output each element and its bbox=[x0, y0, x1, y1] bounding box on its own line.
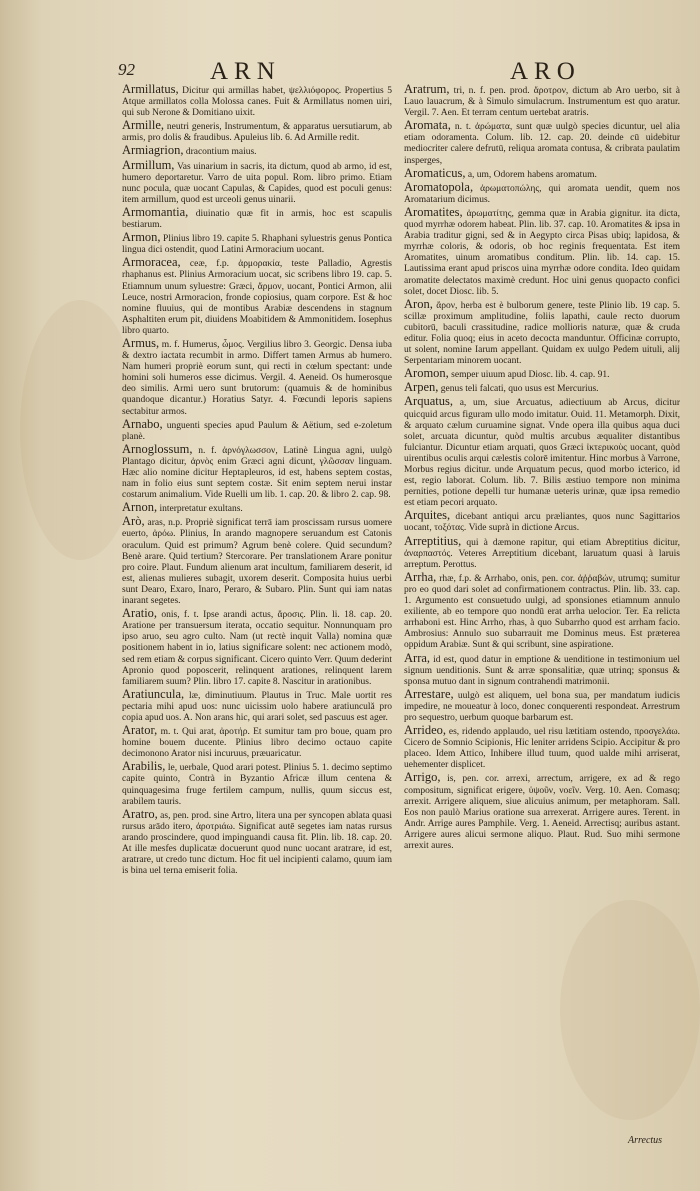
dictionary-entry bbox=[122, 686, 392, 724]
catchword: Arrectus bbox=[628, 1135, 663, 1146]
entry-headword: Arreptitius, bbox=[404, 533, 462, 548]
dictionary-entry bbox=[404, 686, 680, 724]
left-column bbox=[122, 84, 392, 878]
entry-text: qui à dæmone rapitur, qui etiam Abreptitius dicitur, ἀναρπαστός. Veteres Arreptitium dicebant, laruatum quasi à laruis arreptum. Perottus. bbox=[404, 537, 681, 570]
entry-headword: Arquites, bbox=[404, 508, 451, 523]
entry-text: a, um, Odorem habens aromatum. bbox=[467, 169, 597, 180]
entry-headword: Arrha, bbox=[404, 569, 437, 584]
entry-text: Vas uinarium in sacris, ita dictum, quod ab armo, id est, humero deportaretur. Varro de uita popul. Rom. libro primo. Etiam nunc pocula, quæ uocant Capulas, & Capides, quod est poculi genus: item armillum, quod est urceoli genus uinarii. bbox=[122, 161, 392, 205]
entry-text: interpretatur exultans. bbox=[159, 504, 243, 515]
entry-text: rhæ, f.p. & Arrhabo, onis, pen. cor. ἀῤῥαβών, utrumq; sumitur pro eo quod dari solet ad confirmationem contractus. Plin. lib. 33. cap. 1. Argumento est consuetudo uulgi, ad sponsiones etiamnum annulo exiliente, ab eo tempore quo nondū erat arrha uelocior. Ter. Ea relicta arrhaboni est. Hinc Arrho, rhas, à quo Subarrho quod est arrham facio. Ambrosius: Annulo suo subarrauit me Dominus meus. Est præterea oppidum Arabiæ. Sunt & qui scribunt, sine aspiratione. bbox=[404, 573, 681, 651]
page-number: 92 bbox=[118, 60, 135, 79]
dictionary-entry bbox=[122, 335, 392, 418]
entry-headword: Arrigo, bbox=[404, 770, 441, 785]
entry-text: a, um, siue Arcuatus, adiectiuum ab Arcus, dicitur quicquid arcus figuram ullo modo imitatur. Ouid. 11. Metamorph. Dixit, & arquato cælum curuamine signat. Vnde opera illa quibus aqua duci solet, arcuata dicuntur, quòd multis arcubus æqualiter distantibus fulciantur. Dicuntur etiam arquati, quos Græci ἰκτερικοὺς uocant, quòd uirentibus oculis arqui cælestis colorē imitentur. Hinc morbus à Varrone, Morbus regius dicitur. unde Arquatum pecus, quod morbo icterico, id est, regio laborat. Colum. lib. 7. Bilis æstiuo tempore non minima pernities, potione depelli tur humanæ ueteris urinæ, quæ ipsa remedio est etiam pecori arquato. bbox=[404, 398, 680, 509]
entry-headword: Armillum, bbox=[122, 157, 175, 172]
entry-headword: Aratro, bbox=[122, 806, 158, 821]
dictionary-entry bbox=[404, 396, 680, 509]
dictionary-entry bbox=[122, 502, 392, 515]
dictionary-entry bbox=[122, 204, 392, 231]
dictionary-entry bbox=[122, 416, 392, 443]
dictionary-entry bbox=[404, 569, 681, 652]
entry-text: Dicitur qui armillas habet, ψελλιόφορος. Propertius 5 Atque armillatos colla Molossa canes. Fuit & Armillatus nomen uiri, qui sub Nerone & Domitiano uixit. bbox=[122, 86, 392, 119]
entry-headword: Armillatus, bbox=[122, 82, 179, 96]
entry-text: ἀρωματοπώλης, qui aromata uendit, quem nos Aromatarium dicimus. bbox=[404, 183, 680, 205]
entry-text: n. t. ἀρώματα, sunt quæ uulgò species dicuntur, uel alia etiam odoramenta. Colum. lib. 12. cap. 20. deinde cū uidebitur mediocriter calere defrutū, reliqua aromata contusa, & cribrata paulatim insperges, bbox=[404, 122, 680, 166]
dictionary-entry bbox=[404, 772, 680, 852]
entry-text: onis, f. t. Ipse arandi actus, ἄροσις. Plin. li. 18. cap. 20. Aratione per transuersum iterata, occatio sequitur. Nonnunquam pro ipso aruo, seu agro culto. Nam (ut rectè inquit Valla) nomina quæ positionem habent in io, latius significare solent: nec actionem modò, sed rem etiam & corpus significant. Cicero quinto Verr. Quum dederint Apronio quod poposcerit, relinquent arationes, relinquent larem familiarem suum? Plin. libro 17. capite 8. Nascitur in arationibus. bbox=[122, 610, 393, 687]
entry-text: genus teli falcati, quo usus est Mercurius. bbox=[440, 384, 599, 395]
entry-text: n. f. ἀρνόγλωσσον, Latinè Lingua agni, uulgò Plantago dicitur, ἀρνὸς enim Græci agni dicunt, γλῶσσαν linguam. Hæc alio nomine dicitur Heptapleuros, id est, habens septem costas, nam in folio eius sunt septem costæ. Sit enim septem nerui instar costarum animalium. Vide Ruelli um lib. 1. cap. 20. & libro 2. cap. 98. bbox=[122, 445, 392, 501]
dictionary-entry bbox=[122, 257, 392, 337]
entry-headword: Arnoglossum, bbox=[122, 441, 193, 456]
left-guide-word: ARN bbox=[210, 58, 281, 85]
dictionary-entry bbox=[122, 441, 392, 501]
entry-headword: Arrestare, bbox=[404, 686, 454, 701]
entry-headword: Armomantia, bbox=[122, 204, 189, 219]
dictionary-entry bbox=[404, 510, 680, 534]
dictionary-entry bbox=[404, 120, 680, 166]
dictionary-entry bbox=[404, 296, 680, 368]
entry-text: aras, n.p. Propriè significat terrā iam proscissam rursus uomere euerto, ἀρόω. Plinius, In arando magnopere seruandum est Catonis oraculum. Quid est primum? Agrum benè colere. Quid secundum? Benè arare. Quid tertium? Stercorare. Per translationem Arare ponitur pro coire. Plaut. Fundum alienum arat incultum, familiarem deserit, id est, alienas mulieres subagit, uxorem deserit. Composita huius uerbi sunt Dearo, Exaro, Inaro, Peraro, & Subaro. Plin. Sunt qui iam natas inarant segetes. bbox=[122, 518, 393, 607]
dictionary-entry bbox=[404, 725, 680, 771]
entry-headword: Aromatites, bbox=[404, 204, 463, 219]
right-guide-word: ARO bbox=[510, 58, 581, 85]
entry-headword: Arpen, bbox=[404, 380, 439, 395]
entry-headword: Aratio, bbox=[122, 606, 158, 621]
entry-text: ἀρωματίτης, gemma quæ in Arabia gignitur. ita dicta, quod myrrhæ odorem habeat. Plin. lib. 37. cap. 10. Aromatites & ipsa in Arabia traditur gigni, sed & in Aegypto circa Pisas ubiq; lapidosa, & myrrhæ coloris, & odoris, ob hoc reginis frequentata. Est item Aromatites, uinum aromatibus conditum. Plin. lib. 14. cap. 15. Lautissima erant apud priscos uina myrrhæ odore condita. Ideo quidam aromatite delectatos maximè credunt. Hoc uini genus quopacto confici solet, docet Diosc. lib. 5. bbox=[404, 208, 680, 297]
entry-text: id est, quod datur in emptione & uenditione in testimonium uel signum uenditionis. Sunt & arræ sponsalitiæ, quæ utrinq; sponsus & sponsa mutuo dant in signum contrahendi matrimonii. bbox=[404, 654, 680, 687]
dictionary-entry bbox=[122, 84, 392, 119]
entry-headword: Aron, bbox=[404, 296, 433, 311]
entry-headword: Aromatopola, bbox=[404, 179, 474, 194]
dictionary-entry bbox=[122, 157, 392, 206]
dictionary-entry bbox=[404, 179, 680, 206]
dictionary-entry bbox=[404, 368, 680, 381]
entry-headword: Arra, bbox=[404, 650, 431, 665]
entry-headword: Arabilis, bbox=[122, 759, 166, 774]
right-column bbox=[404, 84, 680, 853]
dictionary-entry bbox=[122, 806, 393, 878]
dictionary-entry bbox=[122, 516, 392, 607]
entry-headword: Armus, bbox=[122, 335, 160, 350]
entry-text: læ, diminutiuum. Plautus in Truc. Male uortit res pectaria mihi apud uos: nunc uicissim uolo habere aratiunculă pro copia apud uos. A. Non arans hic, qui arari solet, sed pascuus est ager. bbox=[122, 690, 392, 723]
entry-headword: Arrideo, bbox=[404, 723, 446, 738]
entry-headword: Arnon, bbox=[122, 500, 158, 515]
entry-headword: Arnabo, bbox=[122, 416, 163, 431]
entry-headword: Aratiuncula, bbox=[122, 686, 185, 701]
entry-text: m. t. Qui arat, ἀροτήρ. Et sumitur tam pro boue, quam pro homine bouem ducente. Plinius libro decimo octauo capite decimonono Arator nisi incuruus, præuaricatur. bbox=[122, 727, 392, 760]
entry-text: uulgò est aliquem, uel bona sua, per mandatum iudicis impedire, ne moueatur à loco, donec conquerenti respondeat. Arrestrum pro sequestro, uerbum quoque barbarum est. bbox=[404, 690, 680, 723]
entry-headword: Aromaticus, bbox=[404, 165, 466, 180]
dictionary-entry bbox=[122, 608, 392, 688]
entry-text: dicebant antiqui arcu præliantes, quos nunc Sagittarios uocant, τοξότας. Vide suprà in dictione Arcus. bbox=[404, 512, 680, 534]
entry-headword: Aromon, bbox=[404, 366, 449, 381]
entry-text: semper uiuum apud Diosc. lib. 4. cap. 91. bbox=[451, 370, 610, 381]
paper-stain bbox=[560, 900, 700, 1120]
entry-headword: Armiagrion, bbox=[122, 143, 184, 158]
entry-text: is, pen. cor. arrexi, arrectum, arrigere, ex ad & rego compositum, significat erigere, ὑψοῦν, νοεῖν. Verg. 10. Aen. Comasq; arrexit. Arrigere aliquem, siue alicuius animum, per metaphoram. Sall. Eos non paulò Marius oratione sua arrexerat. Arrigere aures. Terent. in Andr. Arrige aures Pamphile. Verg. 1. Aeneid. Arrectisq; auribus astant. Arrigere aures alicui sermone aliquo. Plaut. Rud. Suo mihi sermone arrexit aures. bbox=[404, 774, 681, 851]
dictionary-entry bbox=[404, 650, 680, 688]
entry-text: ceæ, f.p. ἀρμορακία, teste Palladio, Agrestis rhaphanus est. Plinius Armoracium uocat, sic scribens libro 19. cap. 5. Etiamnum unum syluestre: Græci, ἄρμον, uocant, Pontici Armon, alii Leuce, nostri Armoracion, fronde copiosius, quam corpore. Est & hoc nomine fluuius, qui de montibus Arabiæ descendens in stagnum Asphaltiten erum pit, diuidens Moabitidem & Ammonitidem. Iosephus libro quarto. bbox=[122, 259, 392, 336]
entry-text: diuinatio quæ fit in armis, hoc est scapulis bestiarum. bbox=[122, 208, 392, 231]
entry-headword: Armon, bbox=[122, 230, 161, 245]
entry-headword: Armoracea, bbox=[122, 255, 181, 270]
entry-text: Plinius libro 19. capite 5. Rhaphani syluestris genus Pontica lingua dici ostendit, quod Latini Armoracium uocant. bbox=[122, 234, 392, 256]
entry-text: tri, n. f. pen. prod. ἄροτρον, dictum ab Aro uerbo, sit à Lauo lauacrum, & à Simulo simulacrum. Instrumentum est quo aratur. Vergil. 7. Aen. Et terram centum uertebat aratris. bbox=[404, 86, 681, 119]
entry-headword: Arquatus, bbox=[404, 394, 453, 409]
entry-headword: Aromata, bbox=[404, 118, 451, 133]
dictionary-entry bbox=[122, 725, 392, 760]
dictionary-entry bbox=[122, 761, 392, 807]
entry-text: es, ridendo applaudo, uel risu lætitiam ostendo, προσγελάω. Cicero de Somnio Scipionis, Hic leniter arridens Scipio. Accipitur & pro placeo. Idem Attico, Inhibere illud tuum, quod ualde mihi arriserat, uehementer displicet. bbox=[404, 727, 681, 771]
entry-text: neutri generis, Instrumentum, & apparatus uersutiarum, ab armis, pro dolis & fraudibus. Apuleius lib. 6. Ad Armille redit. bbox=[122, 122, 393, 144]
dictionary-entry bbox=[404, 84, 680, 119]
entry-text: ἄρον, herba est è bulborum genere, teste Plinio lib. 19 cap. 5. scillæ proximum amplitudine, foliis lapathi, caule recto duorum cubitorū, baculi crassitudine, radice mollioris naturæ, quæ & cruda editur. Folia quoq; eius in aceto decocta manduntur. Officinæ corrupto, ut solent, nomine Iarum appellant. Quidam ex uulgo Pedem uituli, alij Serpentariam minorem uocant. bbox=[404, 300, 680, 367]
dictionary-entry bbox=[122, 120, 392, 144]
dictionary-entry bbox=[122, 232, 392, 256]
entry-text: le, uerbale, Quod arari potest. Plinius 5. 1. decimo septimo capite quinto, Contrà in Byzantio Africæ illum centena & quinquagesima fruge fertilem campum, nullis, quum siccus est, arabilem tauris. bbox=[122, 763, 392, 807]
entry-headword: Armille, bbox=[122, 118, 165, 133]
dictionary-entry bbox=[404, 204, 680, 298]
dictionary-entry bbox=[404, 533, 681, 571]
entry-text: as, pen. prod. sine Artro, litera una per syncopen ablata quasi rursus arādo itero, ἀροτριάω. Significat autē segetes iam natas rursus arando proscindere, quod impinguandi causa fit. Plin. lib. 18. cap. 20. At ille mesfes duplicatæ docuerunt quod nunc uocant aratrare, id est, aratrare, ut credo tunc dictum. Hoc fit uel incipienti calamo, quum iam is bina uel terna emiserit folia. bbox=[122, 810, 393, 877]
entry-text: unguenti species apud Paulum & Aëtium, sed e-zoletum planè. bbox=[122, 420, 392, 442]
entry-headword: Aratrum, bbox=[404, 82, 450, 96]
entry-text: dracontium maius. bbox=[185, 147, 257, 158]
entry-text: m. f. Humerus, ὦμος. Vergilius libro 3. Georgic. Densa iuba & dextro iactata recumbit in armo. Differt tamen Armus ab humero. Nam humeri propriè eorum sunt, qui recti in cœlum spectant: unde homini soli humeros esse dicimus. Vergil. 4. Aeneid. Os humerosque deo similis. Armi uero sunt brutorum: (quamuis & de hominibus quandoque dicantur.) Horatius Satyr. 4. Fœcundi leporis sapiens sectabitur armos. bbox=[122, 339, 392, 417]
entry-headword: Arò, bbox=[122, 514, 145, 529]
entry-headword: Arator, bbox=[122, 723, 158, 738]
